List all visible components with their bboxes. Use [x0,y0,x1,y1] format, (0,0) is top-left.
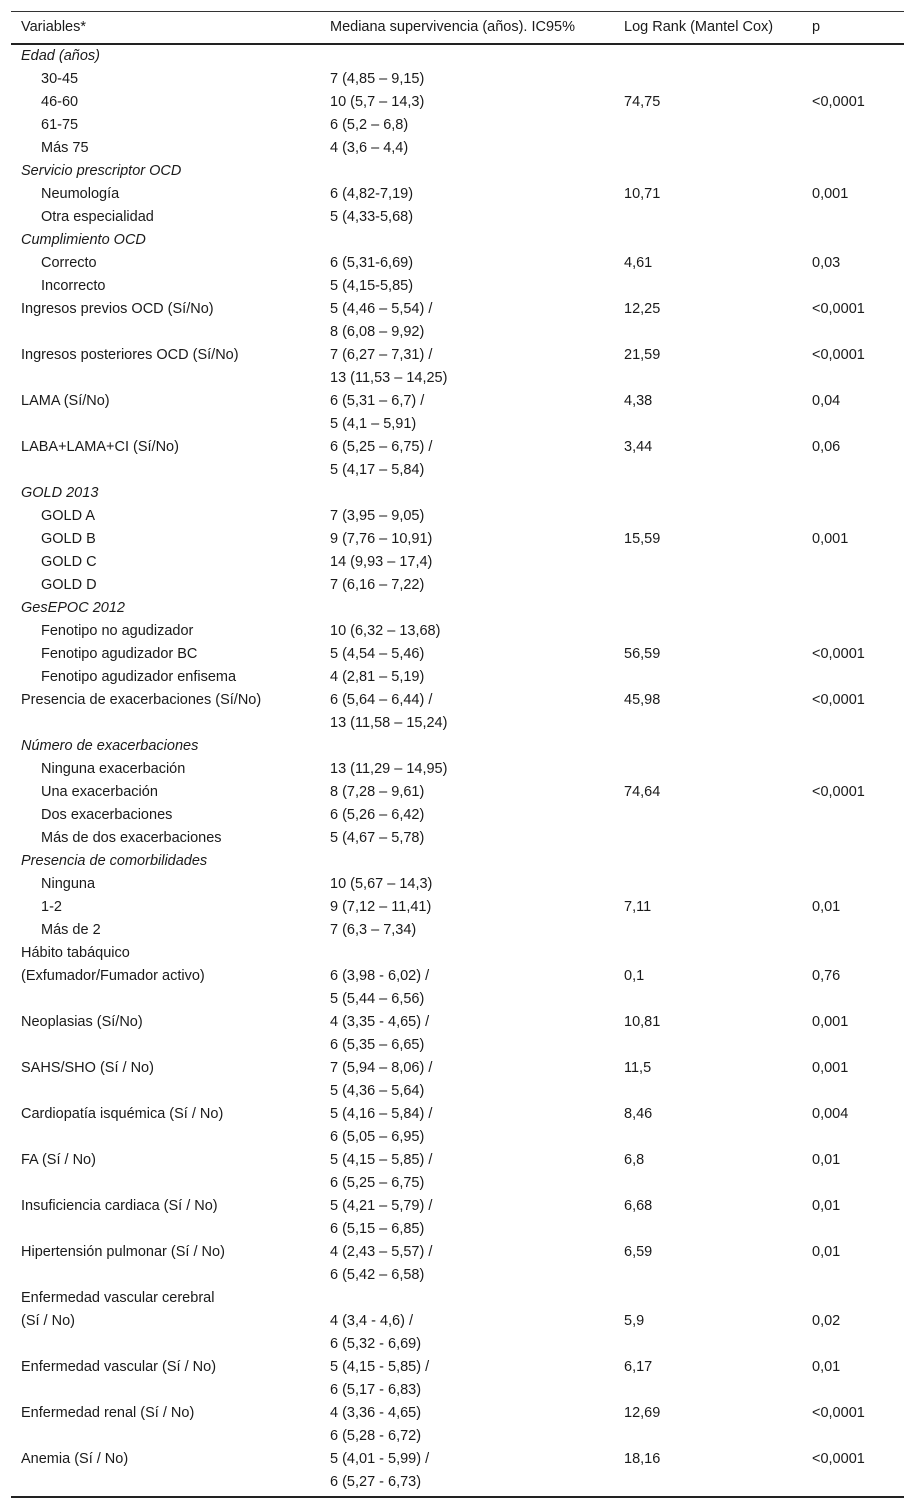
variable-cell [11,1402,320,1448]
logrank-cell [614,942,802,1011]
variable-label: (Exfumador/Fumador activo) [21,967,205,984]
p-value: <0,0001 [812,1404,865,1421]
median-value: 5 (4,67 – 5,78) [330,829,425,846]
category-label: 61-75 [41,116,79,133]
logrank-value: 6,59 [624,1243,653,1260]
median-cell [320,505,614,597]
variable-cell [11,620,320,689]
variable-label: SAHS/SHO (Sí / No) [21,1059,154,1076]
p-value: 0,76 [812,967,841,984]
table-row [11,758,904,850]
median-value: 5 (4,15 – 5,85) / [330,1151,433,1168]
table-row [11,1241,904,1287]
median-value: 9 (7,76 – 10,91) [330,530,433,547]
category-label: Fenotipo no agudizador [41,622,194,639]
variable-cell [11,689,320,735]
p-value-cell [802,1402,904,1448]
median-value: 7 (6,3 – 7,34) [330,921,417,938]
variable-label: LAMA (Sí/No) [21,392,110,409]
median-cell [320,298,614,344]
median-value: 14 (9,93 – 17,4) [330,553,433,570]
logrank-cell [614,1149,802,1195]
logrank-value: 8,46 [624,1105,653,1122]
median-value: 13 (11,29 – 14,95) [330,760,448,777]
variable-label: Enfermedad renal (Sí / No) [21,1404,195,1421]
variable-cell [11,1241,320,1287]
p-value: 0,004 [812,1105,849,1122]
category-label: 1-2 [41,898,62,915]
variable-cell [11,1103,320,1149]
median-value: 7 (4,85 – 9,15) [330,70,425,87]
p-value-cell [802,1241,904,1287]
median-cell [320,1103,614,1149]
median-value: 7 (6,27 – 7,31) / [330,346,433,363]
median-value: 7 (5,94 – 8,06) / [330,1059,433,1076]
section-row [11,597,904,620]
category-label: GOLD D [41,576,97,593]
table-row [11,689,904,735]
median-value: 5 (4,36 – 5,64) [330,1082,425,1099]
category-label: Ninguna [41,875,96,892]
logrank-cell [614,505,802,597]
logrank-cell [614,68,802,160]
p-value: 0,001 [812,1059,849,1076]
variable-label: Ingresos previos OCD (Sí/No) [21,300,214,317]
category-label: Incorrecto [41,277,106,294]
median-value: 10 (6,32 – 13,68) [330,622,441,639]
logrank-value: 4,38 [624,392,653,409]
median-value: 6 (5,25 – 6,75) / [330,438,433,455]
median-value: 10 (5,67 – 14,3) [330,875,433,892]
table-row [11,390,904,436]
variable-label: Insuficiencia cardiaca (Sí / No) [21,1197,218,1214]
category-label: GOLD C [41,553,97,570]
table-row [11,1356,904,1402]
logrank-cell [614,436,802,482]
variable-label: Enfermedad vascular cerebral [21,1289,215,1306]
variable-cell [11,1149,320,1195]
median-value: 4 (3,6 – 4,4) [330,139,409,156]
logrank-value: 7,11 [624,898,652,915]
median-value: 8 (6,08 – 9,92) [330,323,425,340]
p-value-cell [802,505,904,597]
median-cell [320,344,614,390]
survival-table [11,11,904,1498]
logrank-cell [614,252,802,298]
p-value-cell [802,758,904,850]
median-value: 8 (7,28 – 9,61) [330,783,425,800]
median-value: 6 (5,05 – 6,95) [330,1128,425,1145]
logrank-cell [614,1057,802,1103]
table-row [11,252,904,298]
variable-label: Hipertensión pulmonar (Sí / No) [21,1243,225,1260]
median-value: 6 (5,27 - 6,73) [330,1473,422,1490]
variable-cell [11,505,320,597]
variable-label: Neoplasias (Sí/No) [21,1013,143,1030]
p-value: 0,04 [812,392,841,409]
logrank-value: 6,17 [624,1358,653,1375]
section-row [11,229,904,252]
table-row [11,1011,904,1057]
p-value-cell [802,1011,904,1057]
p-value: <0,0001 [812,346,865,363]
median-value: 5 (4,46 – 5,54) / [330,300,433,317]
median-value: 5 (4,33-5,68) [330,208,414,225]
p-value: 0,01 [812,1358,841,1375]
p-value: 0,01 [812,1243,841,1260]
logrank-value: 21,59 [624,346,661,363]
median-value [330,942,614,965]
section-label: Servicio prescriptor OCD [21,162,182,179]
table-body [11,44,904,1497]
median-value: 6 (5,28 - 6,72) [330,1427,422,1444]
survival-table-container [11,11,904,1498]
variable-cell [11,390,320,436]
p-value-cell [802,252,904,298]
median-cell [320,942,614,1011]
category-label: 30-45 [41,70,79,87]
median-value: 7 (3,95 – 9,05) [330,507,425,524]
p-value-cell [802,942,904,1011]
variable-cell [11,436,320,482]
section-label: Cumplimiento OCD [21,231,146,248]
logrank-value: 56,59 [624,645,661,662]
median-value: 6 (5,26 – 6,42) [330,806,425,823]
category-label: Ninguna exacerbación [41,760,186,777]
category-label: Más de dos exacerbaciones [41,829,222,846]
logrank-cell [614,620,802,689]
p-value: <0,0001 [812,783,865,800]
median-value: 6 (5,25 – 6,75) [330,1174,425,1191]
variable-label: FA (Sí / No) [21,1151,96,1168]
median-value: 5 (4,15 - 5,85) / [330,1358,430,1375]
median-cell [320,873,614,942]
median-value: 5 (4,54 – 5,46) [330,645,425,662]
header-log-rank: Log Rank (Mantel Cox) [614,12,802,44]
section-row [11,160,904,183]
category-label: Fenotipo agudizador enfisema [41,668,237,685]
median-value: 10 (5,7 – 14,3) [330,93,425,110]
table-row [11,68,904,160]
logrank-value: 12,69 [624,1404,661,1421]
median-cell [320,1287,614,1356]
header-variables: Variables* [11,12,320,44]
table-row [11,942,904,1011]
median-value: 4 (2,43 – 5,57) / [330,1243,433,1260]
median-value [330,1287,614,1310]
table-row [11,1287,904,1356]
variable-cell [11,1356,320,1402]
variable-cell [11,1195,320,1241]
variable-label: Anemia (Sí / No) [21,1450,129,1467]
logrank-cell [614,689,802,735]
p-value-cell [802,873,904,942]
variable-cell [11,183,320,229]
category-label: Correcto [41,254,97,271]
median-value: 5 (4,21 – 5,79) / [330,1197,433,1214]
median-value: 4 (3,4 - 4,6) / [330,1312,414,1329]
median-value: 5 (5,44 – 6,56) [330,990,425,1007]
median-cell [320,1448,614,1497]
p-value: 0,001 [812,1013,849,1030]
median-cell [320,758,614,850]
p-value-cell [802,1103,904,1149]
table-row [11,1149,904,1195]
logrank-value: 0,1 [624,967,645,984]
table-row [11,298,904,344]
p-value-cell [802,1057,904,1103]
median-value: 6 (5,35 – 6,65) [330,1036,425,1053]
table-row [11,1103,904,1149]
median-cell [320,1241,614,1287]
logrank-value: 74,64 [624,783,661,800]
variable-label: LABA+LAMA+CI (Sí/No) [21,438,179,455]
logrank-value: 4,61 [624,254,653,271]
median-value: 13 (11,58 – 15,24) [330,714,448,731]
table-row [11,1057,904,1103]
logrank-value: 6,68 [624,1197,653,1214]
variable-label: Ingresos posteriores OCD (Sí/No) [21,346,239,363]
median-value: 5 (4,17 – 5,84) [330,461,425,478]
section-row [11,735,904,758]
median-cell [320,436,614,482]
median-cell [320,183,614,229]
p-value-cell [802,1195,904,1241]
median-value: 9 (7,12 – 11,41) [330,898,432,915]
table-row [11,1402,904,1448]
median-value: 6 (5,31 – 6,7) / [330,392,425,409]
logrank-cell [614,298,802,344]
logrank-value: 12,25 [624,300,661,317]
section-row [11,44,904,68]
logrank-cell [614,1103,802,1149]
variable-cell [11,252,320,298]
median-value: 13 (11,53 – 14,25) [330,369,448,386]
table-row [11,620,904,689]
category-label: 46-60 [41,93,79,110]
median-value: 6 (5,32 - 6,69) [330,1335,422,1352]
logrank-value: 74,75 [624,93,661,110]
table-row [11,436,904,482]
p-value-cell [802,689,904,735]
variable-label: Cardiopatía isquémica (Sí / No) [21,1105,224,1122]
median-cell [320,390,614,436]
p-value: 0,03 [812,254,841,271]
logrank-cell [614,1287,802,1356]
category-label: Una exacerbación [41,783,158,800]
logrank-cell [614,344,802,390]
logrank-cell [614,1448,802,1497]
median-cell [320,1149,614,1195]
median-value: 5 (4,16 – 5,84) / [330,1105,433,1122]
variable-label: Enfermedad vascular (Sí / No) [21,1358,217,1375]
median-cell [320,1011,614,1057]
table-row [11,873,904,942]
logrank-value: 11,5 [624,1059,652,1076]
p-value-cell [802,436,904,482]
logrank-value: 10,81 [624,1013,661,1030]
variable-label: Hábito tabáquico [21,944,130,961]
variable-cell [11,1057,320,1103]
logrank-cell [614,873,802,942]
section-label: GOLD 2013 [21,484,99,501]
p-value-cell [802,1448,904,1497]
median-value: 6 (5,64 – 6,44) / [330,691,433,708]
logrank-cell [614,758,802,850]
section-label: Edad (años) [21,47,100,64]
header-p-value: p [802,12,904,44]
logrank-value: 18,16 [624,1450,661,1467]
median-cell [320,620,614,689]
p-value: 0,001 [812,530,849,547]
median-cell [320,1356,614,1402]
median-value: 5 (4,01 - 5,99) / [330,1450,430,1467]
table-row [11,1195,904,1241]
p-value-cell [802,1287,904,1356]
category-label: Fenotipo agudizador BC [41,645,198,662]
median-value: 6 (4,82-7,19) [330,185,414,202]
category-label: Otra especialidad [41,208,154,225]
category-label: Más de 2 [41,921,101,938]
p-value-cell [802,620,904,689]
median-value: 4 (3,35 - 4,65) / [330,1013,430,1030]
p-value-cell [802,68,904,160]
table-row [11,344,904,390]
variable-cell [11,942,320,1011]
variable-cell [11,758,320,850]
p-value: <0,0001 [812,93,865,110]
p-value: 0,001 [812,185,849,202]
p-value: <0,0001 [812,300,865,317]
logrank-cell [614,390,802,436]
p-value-cell [802,183,904,229]
p-value-cell [802,390,904,436]
variable-label: Presencia de exacerbaciones (Sí/No) [21,691,262,708]
category-label: GOLD A [41,507,95,524]
variable-cell [11,1011,320,1057]
table-row [11,1448,904,1497]
table-row [11,183,904,229]
section-row [11,482,904,505]
p-value: <0,0001 [812,691,865,708]
section-row [11,850,904,873]
variable-cell [11,298,320,344]
logrank-cell [614,1011,802,1057]
variable-cell [11,873,320,942]
header-median-survival: Mediana supervivencia (años). IC95% [320,12,614,44]
median-value: 5 (4,1 – 5,91) [330,415,417,432]
median-value: 6 (5,31-6,69) [330,254,414,271]
logrank-cell [614,1356,802,1402]
median-value: 4 (3,36 - 4,65) [330,1404,422,1421]
median-cell [320,1195,614,1241]
table-row [11,505,904,597]
median-value: 7 (6,16 – 7,22) [330,576,425,593]
median-value: 6 (5,2 – 6,8) [330,116,409,133]
variable-label: (Sí / No) [21,1312,75,1329]
variable-cell [11,1287,320,1356]
logrank-cell [614,1241,802,1287]
section-label: GesEPOC 2012 [21,599,125,616]
category-label: GOLD B [41,530,96,547]
category-label: Dos exacerbaciones [41,806,173,823]
p-value: <0,0001 [812,645,865,662]
p-value: 0,01 [812,1197,841,1214]
median-cell [320,1057,614,1103]
median-value: 4 (2,81 – 5,19) [330,668,425,685]
p-value: 0,01 [812,898,841,915]
p-value: 0,02 [812,1312,841,1329]
p-value-cell [802,1356,904,1402]
logrank-cell [614,1195,802,1241]
logrank-value: 15,59 [624,530,661,547]
median-cell [320,689,614,735]
logrank-cell [614,1402,802,1448]
median-cell [320,68,614,160]
median-value: 5 (4,15-5,85) [330,277,414,294]
median-cell [320,1402,614,1448]
logrank-value: 45,98 [624,691,661,708]
p-value: 0,06 [812,438,841,455]
p-value-cell [802,298,904,344]
logrank-value: 6,8 [624,1151,645,1168]
p-value: <0,0001 [812,1450,865,1467]
table-header [11,12,904,44]
section-label: Presencia de comorbilidades [21,852,208,869]
variable-cell [11,344,320,390]
variable-cell [11,1448,320,1497]
median-cell [320,252,614,298]
p-value: 0,01 [812,1151,841,1168]
category-label: Más 75 [41,139,89,156]
median-value: 6 (3,98 - 6,02) / [330,967,430,984]
median-value: 6 (5,17 - 6,83) [330,1381,422,1398]
logrank-value: 3,44 [624,438,653,455]
logrank-value: 5,9 [624,1312,645,1329]
category-label: Neumología [41,185,120,202]
median-value: 6 (5,42 – 6,58) [330,1266,425,1283]
median-value: 6 (5,15 – 6,85) [330,1220,425,1237]
section-label: Número de exacerbaciones [21,737,199,754]
p-value-cell [802,1149,904,1195]
logrank-value: 10,71 [624,185,661,202]
logrank-cell [614,183,802,229]
variable-cell [11,68,320,160]
p-value-cell [802,344,904,390]
